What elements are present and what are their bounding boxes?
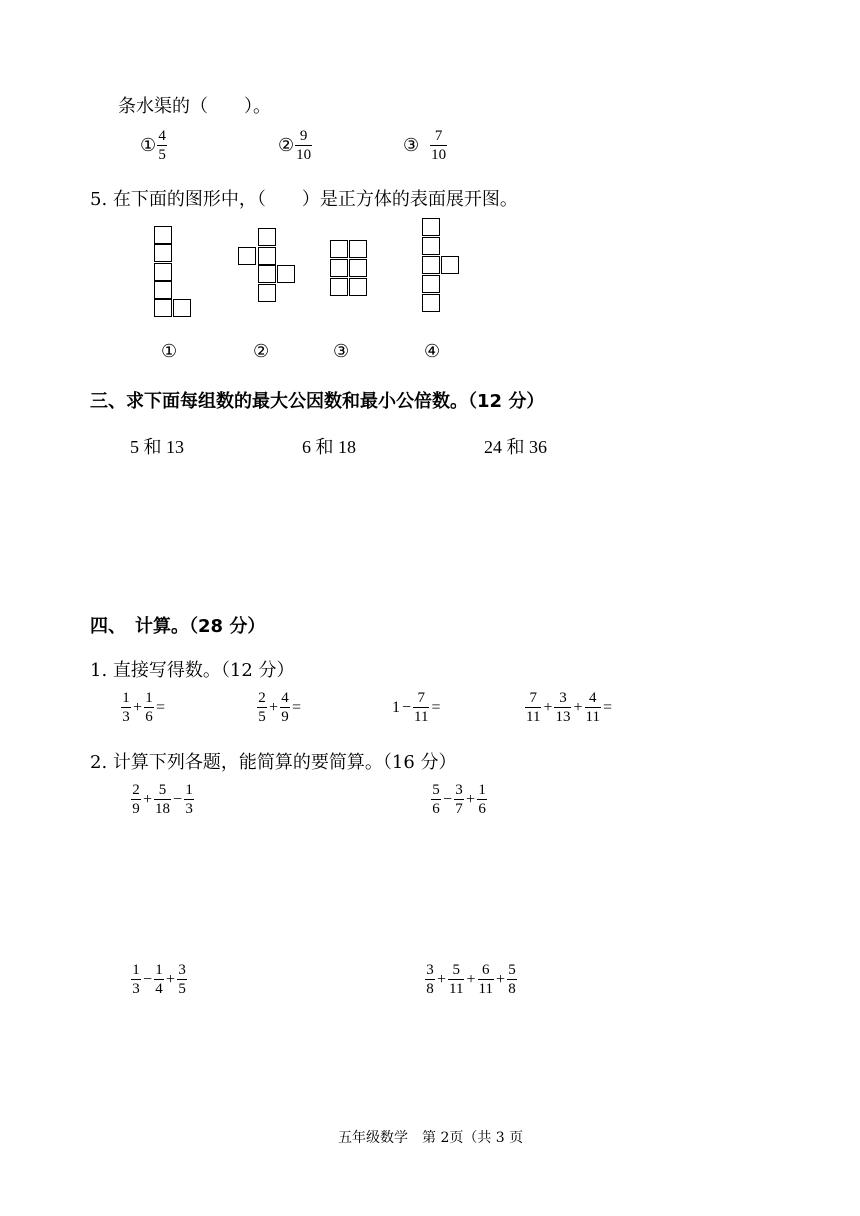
net-figure-4 [422,218,462,314]
gcd-item-1: 5 和 13 [130,437,184,457]
net-label-2: ② [253,341,270,362]
net-label-3: ③ [333,341,350,362]
fraction: $\frac{9}{10}$ [296,128,312,163]
calc-expression-1: $\frac{2}{9}$ + $\frac{5}{18}$ − $\frac{1}{3}$ [132,782,193,817]
option-2 [278,128,313,163]
net-figure-3 [330,240,370,298]
option-mark: ③ [403,135,420,156]
page-footer: 五年级数学 第 2页（共 3 页 [338,1130,524,1146]
expression-1: $\frac{1}{3}$ + $\frac{1}{6}$ = [122,690,166,725]
option-mark: ② [278,135,295,156]
part-1-title: 1. 直接写得数。（12 分） [90,660,295,681]
section-4-title: 四、 计算。（28 分） [90,616,266,637]
part-2-title: 2. 计算下列各题，能简算的要简算。（16 分） [90,752,457,773]
section-3-title: 三、求下面每组数的最大公因数和最小公倍数。（12 分） [90,391,545,412]
gcd-item-3: 24 和 36 [484,437,547,457]
fraction: $\frac{7}{10}$ [431,128,447,163]
option-3 [403,128,448,163]
question-4-tail-text: 条水渠的（ ）。 [118,96,271,117]
net-label-1: ① [161,341,178,362]
option-mark: ① [140,135,157,156]
question-5-text: 5. 在下面的图形中，（ ）是正方体的表面展开图。 [90,189,518,210]
calc-expression-4: $\frac{3}{8}$ + $\frac{5}{11}$ + $\frac{6}{11}$ + $\frac{5}{8}$ [426,962,516,997]
calc-expression-3: $\frac{1}{3}$ − $\frac{1}{4}$ + $\frac{3}{5}$ [132,962,186,997]
fraction: $\frac{4}{5}$ [158,128,166,163]
calc-expression-2: $\frac{5}{6}$ − $\frac{3}{7}$ + $\frac{1}{6}$ [432,782,486,817]
gcd-item-2: 6 和 18 [302,437,356,457]
option-1 [140,128,168,163]
expression-2: $\frac{2}{5}$ + $\frac{4}{9}$ = [258,690,302,725]
expression-4: $\frac{7}{11}$ + $\frac{3}{13}$ + $\frac{4}{11}$ = [526,690,612,725]
net-figure-2 [238,228,298,304]
expression-3: 1 − $\frac{7}{11}$ = [392,690,441,725]
net-label-4: ④ [424,341,441,362]
net-figure-1 [154,226,194,322]
